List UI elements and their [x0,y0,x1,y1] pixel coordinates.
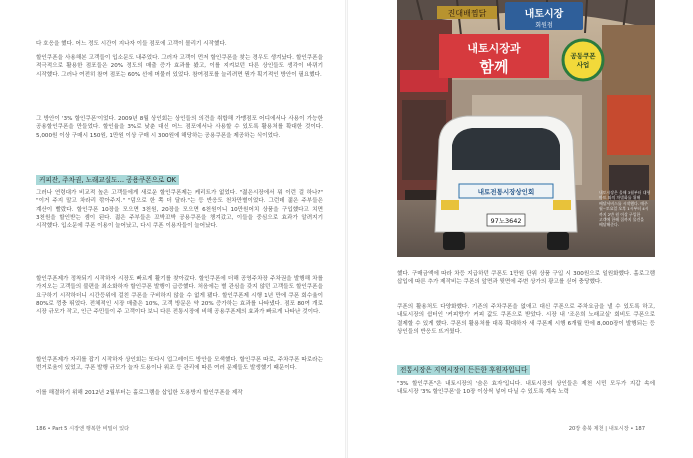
body-paragraph: 했다. 구매금액에 따라 차등 지급하던 쿠폰도 1만원 단위 상품 구입 시 300원으로 일원화했다. 홀로그램 삽입에 따른 추가 제작비는 쿠폰의 앞면과 뒷면에 주변 상가의 광고를 싣어 충당했다. [397,271,655,286]
section-subheading: 전통시장은 지역시장이 든든한 후원자입니다 [397,365,530,375]
body-paragraph: 할인쿠폰제가 자리를 잡기 시작하자 상인회는 또다시 업그레이드 방안을 모색했다. 할인쿠폰 따로, 주차쿠폰 따로라는 번거로움이 있었고, 쿠폰 발행 규모가 늘자 도용이나 위조 등 관리에 따른 여러 문제들도 발생했기 때문이다. [36,357,323,372]
body-paragraph: 할인쿠폰제가 정착되기 시작하자 시장도 빠르게 활기를 찾아갔다. 할인쿠폰에 더해 공영주차장 주차권을 발행해 차를 가지오는 고객들의 불편을 최소화하자 할인쿠폰 발행이 급증했다. 처음에는 별 관심을 갖지 않던 고객들도 할인쿠폰을 요구하기 시작하더니 시간등위에 걸친 쿠폰을 구비하지 않을 수 없게 됐다. 할인쿠폰제 시행 1년 만에 쿠폰 회수율이 80%로 껑충 뛰었다. 전체적인 시장 매출은 10%, 고객 방문은 약 20% 증가하는 효과를 나타냈다. 점포 80여 개로 시장 규모가 작고, 인근 주민들이 주 고객이다 보니 다른 전통시장에 비해 공용쿠폰제의 효과가 빠르게 나타난 것이다. [36,276,323,316]
round-sign-line1: 공동쿠폰 [570,52,596,60]
page-footer-left: 186 • Part 5 시장엔 행복한 비밀이 있다 [36,426,130,432]
market-sign-text: 내토시장 [524,9,564,20]
body-paragraph: 그러나 연령대가 비교적 높은 고객들에게 새로운 할인쿠폰제는 케리트가 없었다. "젊은시장에서 뭐 이런 걸 하나?" "이거 주지 말고 차라리 깎아주지." "덤으로 한 쪽 더 달라."는 등 반응도 천차만별이었다. 그런데 젊은 주부들은 계산이 빨랐다. 할인쿠폰 10장을 모으면 3천원, 20장을 모으면 6천원이니 10만원어치 상품을 구입했다고 치면 3천원을 할인받는 셈이 된다. 젊은 주부들은 꼬박꼬박 공용쿠폰을 챙겨갔고, 이들을 중심으로 효과가 알려지기 시작했다. 입소문에 쿠폰 이용이 늘어났고, 다시 쿠폰 이용자들이 늘어났다. [36,190,323,230]
banner-line1: 내토시장과 [467,42,521,55]
store-sign-text: 진대배찜닭 [447,9,487,18]
body-paragraph: 할인쿠폰을 사용해본 고객들이 입소문도 내주었다. 그러자 고객이 먼저 할인쿠폰을 찾는 경우도 생겨났다. 할인쿠폰을 적극적으로 활용한 점포들은 20% 정도의 매출 증가 효과를 봤고, 이를 지켜보던 다른 상인들도 생각이 바뀌기 시작했다. 그러나 여전히 참여 점포는 60% 선에 머물러 있었다. 참여점포를 늘리려면 뭔가 획기적인 방안이 필요했다. [36,55,323,78]
body-paragraph: 이를 해결하기 위해 2012년 2월부터는 홀로그램을 삽입한 도용방지 할인쿠폰을 제작 [36,390,243,396]
van-label: 내토전통시장상인회 [477,188,535,196]
body-paragraph: "3% 할인쿠폰"은 내토시장의 '숨은 효자'입니다. 내토시장의 상인들은 제천 시민 모두가 지갑 속에 내토시장 '3% 할인쿠폰'을 10장 이상씩 넣어 다닐 수 있도록 계속 노력 [397,381,655,396]
photo-caption: 내토시장은 올해 3월부터 대형 마트 와의 차별화를 위해 배달서비스를 시작했다. 매주 월~토요일 오후 1시부터 4시 까지 2만 원 이상 구입한 고객에 한해 집까지 물건을 배달해준다. [599,190,651,228]
page-footer-right: 20장 충북 제천 | 내토시장 • 187 [568,426,645,432]
round-sign-line2: 사업 [576,61,590,69]
body-paragraph: 그 방안이 '3% 할인쿠폰'이었다. 2009년 8월 상인회는 상인들의 의견을 취합해 가맹점포 어디에서나 사용이 가능한 공용할인쿠폰을 만들었다. 할인율을 3%로 낮춘 대신 어느 점포에서나 사용할 수 있도록 활용처를 확대한 것이다. 5,000원 이상 구매시 150원, 1만원 이상 구매 시 300원에 해당하는 공용쿠폰을 제공하는 식이었다. [36,116,323,139]
market-sign-subtext: 회원점 [535,22,553,29]
body-paragraph: 쿠폰의 활용처도 다양화했다. 기존의 주차쿠폰을 없애고 대신 쿠폰으로 주차요금을 낼 수 있도록 하고, 내토시장의 쉼터인 '커피향기' 커피 값도 쿠폰으로 받았다. 시장 내 '조은희 노래교실' 회비도 쿠폰으로 결제할 수 있게 했다. 쿠폰의 활용처를 대폭 확대하자 새 쿠폰제 시행 6개월 만에 8,000장이 발행되는 등 상인들의 반응도 뜨거웠다. [397,304,655,336]
license-plate: 97노3642 [490,217,522,225]
section-subheading: 커피잔, 주차권, 노래교실도… 공용쿠폰으로 OK [36,175,179,185]
body-paragraph: 다 호응을 했다. 어느 정도 시간이 지나자 이들 점포에 고객이 몰리기 시작했다. [36,41,227,47]
banner-line2: 함께 [479,58,509,76]
